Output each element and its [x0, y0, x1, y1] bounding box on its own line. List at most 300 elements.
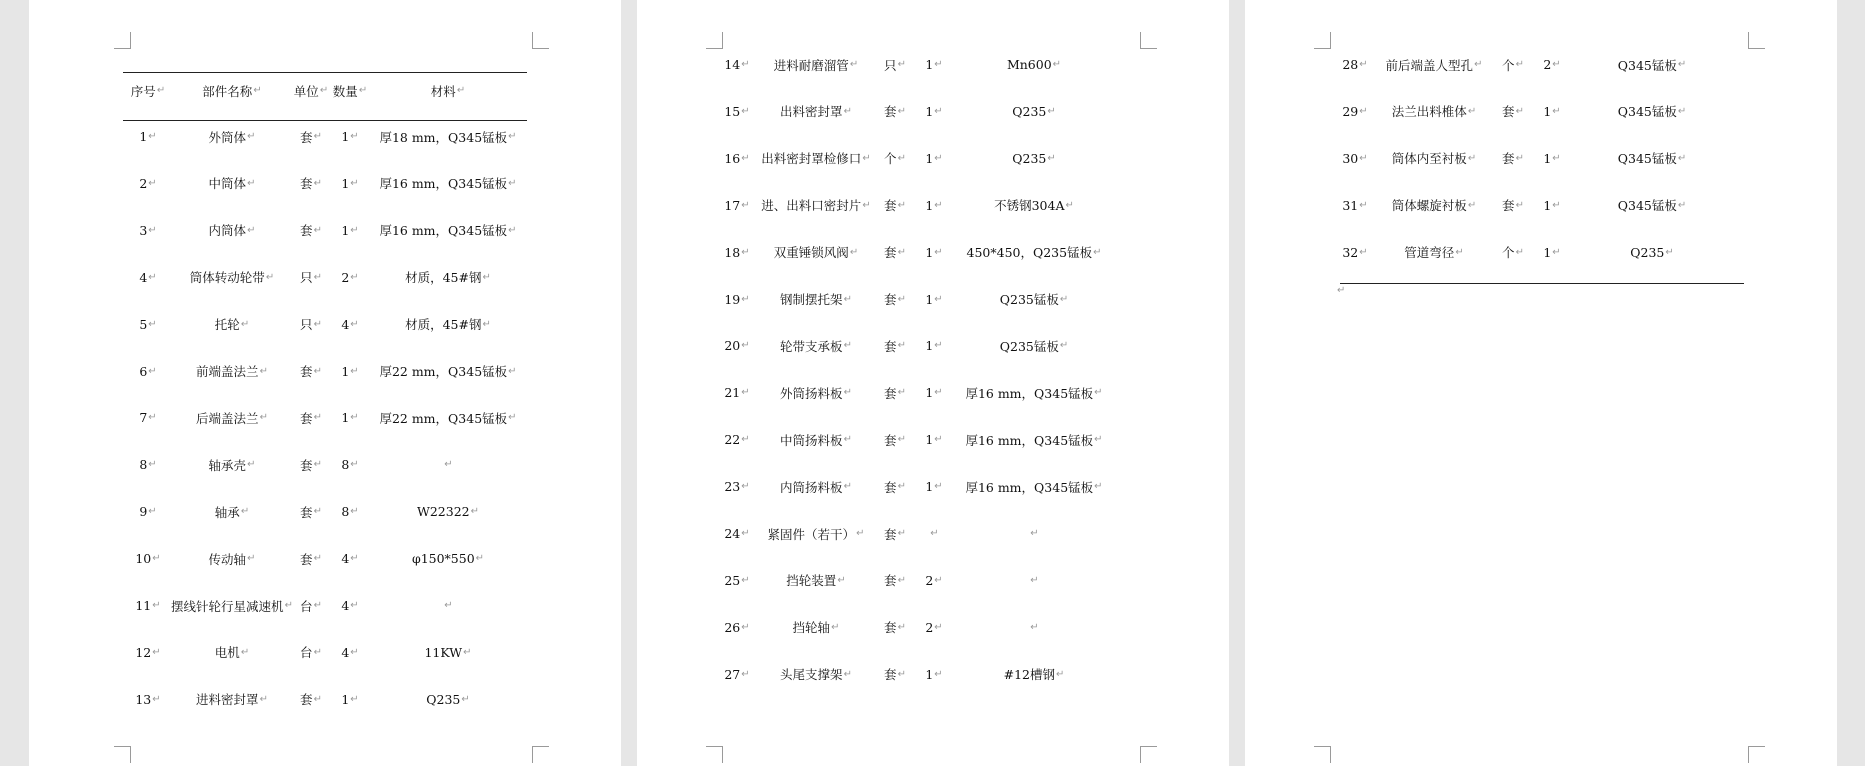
cell-end-mark: ↵ — [350, 412, 359, 424]
cell-end-mark: ↵ — [1359, 105, 1368, 117]
cell-seq — [717, 557, 757, 604]
cell-end-mark: ↵ — [148, 318, 157, 330]
cell-text: 套 — [300, 551, 313, 567]
cell-end-mark: ↵ — [508, 131, 517, 142]
cell-text: 25 — [724, 572, 741, 588]
cell-end-mark: ↵ — [934, 574, 943, 586]
cell-qty — [331, 207, 369, 254]
cell-end-mark: ↵ — [508, 177, 517, 189]
document-page-2 — [637, 0, 1229, 766]
parts-table-page-1 — [123, 0, 527, 766]
cell-qty — [915, 510, 953, 557]
cell-name — [757, 276, 875, 323]
table-row — [1335, 88, 1739, 135]
cell-unit — [875, 229, 915, 276]
cell-material — [369, 254, 527, 301]
cell-text: 1 — [341, 363, 350, 379]
cell-seq — [1335, 135, 1375, 182]
cell-end-mark: ↵ — [247, 131, 256, 142]
cell-end-mark: ↵ — [350, 131, 359, 142]
header-unit: 单位 ↵ — [293, 83, 329, 99]
cell-end-mark: ↵ — [313, 459, 322, 471]
cell-text: 1 — [341, 222, 350, 238]
cell-material — [369, 207, 527, 254]
cell-name — [757, 651, 875, 698]
cell-unit — [291, 629, 331, 676]
cell-end-mark: ↵ — [350, 177, 359, 189]
table-row — [717, 135, 1121, 182]
cell-seq — [717, 135, 757, 182]
table-row — [717, 463, 1121, 510]
cell-end-mark: ↵ — [849, 59, 859, 70]
cell-text: Q235 — [1012, 150, 1047, 166]
cell-text: 1 — [925, 103, 934, 119]
cell-text: 紧固件（若干） — [767, 526, 856, 542]
cell-end-mark: ↵ — [1467, 105, 1477, 117]
cell-material — [369, 676, 527, 723]
cell-end-mark: ↵ — [1047, 152, 1056, 164]
cell-text: 16 — [724, 150, 741, 166]
cell-text: 套 — [884, 479, 897, 495]
table-row — [123, 676, 527, 723]
cell-text: 4 — [341, 644, 350, 660]
cell-text: Q235 — [426, 691, 461, 707]
cell-qty — [915, 41, 953, 88]
cell-text: 电机 — [214, 645, 240, 661]
cell-end-mark: ↵ — [1359, 59, 1368, 70]
cell-end-mark: ↵ — [849, 246, 859, 258]
cell-text: 个 — [884, 151, 897, 167]
cell-text: 套 — [1502, 198, 1515, 214]
cell-end-mark: ↵ — [1467, 152, 1477, 164]
cell-text: 进、出料口密封片 — [761, 198, 862, 214]
cell-text: 摆线针轮行星减速机 — [171, 598, 284, 614]
cell-material — [1573, 41, 1731, 88]
cell-text: 套 — [884, 245, 897, 261]
cell-qty — [915, 651, 953, 698]
cell-qty — [331, 535, 369, 582]
cell-end-mark: ↵ — [265, 271, 275, 283]
cell-end-mark: ↵ — [1030, 574, 1039, 586]
table-row — [123, 629, 527, 676]
cell-end-mark: ↵ — [313, 646, 322, 658]
table-row — [717, 276, 1121, 323]
cell-qty — [331, 160, 369, 207]
cell-end-mark: ↵ — [1093, 246, 1102, 258]
cell-end-mark: ↵ — [259, 693, 268, 705]
cell-name — [173, 254, 291, 301]
cell-end-mark: ↵ — [934, 105, 943, 117]
cell-text: 1 — [341, 129, 350, 144]
cell-end-mark: ↵ — [897, 152, 906, 164]
cell-end-mark: ↵ — [350, 271, 359, 283]
cell-end-mark: ↵ — [934, 387, 943, 399]
cell-material — [955, 41, 1113, 88]
cell-unit — [875, 322, 915, 369]
cell-end-mark: ↵ — [313, 318, 322, 330]
cell-text: 4 — [139, 269, 148, 285]
table-row — [717, 369, 1121, 416]
cell-material — [369, 160, 527, 207]
cell-seq — [123, 394, 173, 441]
cell-text: 1 — [1543, 197, 1552, 213]
cell-seq — [123, 254, 173, 301]
cell-text: 后端盖法兰 — [196, 410, 259, 426]
cell-end-mark: ↵ — [148, 506, 157, 518]
cell-qty — [331, 629, 369, 676]
cell-end-mark: ↵ — [313, 412, 322, 424]
cell-end-mark: ↵ — [1665, 246, 1674, 258]
cell-text: 9 — [139, 504, 148, 520]
cell-seq — [123, 629, 173, 676]
cell-end-mark: ↵ — [897, 481, 906, 493]
cell-end-mark: ↵ — [862, 152, 871, 164]
cell-name — [1375, 229, 1493, 276]
cell-seq — [717, 510, 757, 557]
cell-end-mark: ↵ — [1359, 246, 1368, 258]
cell-end-mark: ↵ — [1677, 59, 1687, 70]
cell-end-mark: ↵ — [1552, 105, 1561, 117]
cell-name — [1375, 182, 1493, 229]
cell-material — [955, 322, 1113, 369]
cell-end-mark: ↵ — [444, 459, 453, 471]
cell-text: 4 — [341, 551, 350, 567]
cell-text: 1 — [341, 410, 350, 426]
cell-text: 2 — [341, 269, 350, 285]
cell-text: 1 — [341, 691, 350, 707]
cell-end-mark: ↵ — [741, 574, 750, 586]
cell-seq — [1335, 229, 1375, 276]
table-row — [123, 113, 527, 160]
cell-text: 只 — [300, 317, 313, 333]
margin-corner-bottom-right — [1748, 746, 1765, 763]
cell-seq — [123, 488, 173, 535]
cell-name — [757, 135, 875, 182]
cell-text: 8 — [341, 504, 350, 520]
cell-text: 2 — [925, 572, 934, 588]
cell-unit — [291, 676, 331, 723]
cell-unit — [875, 604, 915, 651]
cell-qty — [915, 463, 953, 510]
cell-qty — [915, 557, 953, 604]
cell-end-mark: ↵ — [1515, 105, 1524, 117]
cell-text: 1 — [1543, 150, 1552, 166]
cell-text: 4 — [341, 598, 350, 613]
cell-qty — [1533, 88, 1571, 135]
cell-text: 只 — [884, 57, 897, 73]
paragraph-mark: ↵ — [1337, 285, 1346, 296]
cell-text: 3 — [139, 222, 148, 238]
cell-name — [757, 369, 875, 416]
table-row — [123, 582, 527, 629]
table-row — [717, 510, 1121, 557]
cell-text: 1 — [925, 291, 934, 307]
cell-text: 前端盖法兰 — [196, 364, 259, 379]
cell-end-mark: ↵ — [897, 246, 906, 258]
document-page-1 — [29, 0, 621, 766]
margin-corner-top-left — [1314, 32, 1331, 49]
cell-text: 8 — [341, 457, 350, 473]
cell-text: 外筒扬料板 — [780, 385, 843, 401]
cell-text: 1 — [341, 175, 350, 191]
cell-seq — [123, 207, 173, 254]
cell-end-mark: ↵ — [1515, 152, 1524, 164]
cell-end-mark: ↵ — [837, 574, 846, 586]
cell-seq — [1335, 88, 1375, 135]
cell-name — [757, 416, 875, 463]
table-bottom-rule — [1340, 283, 1744, 284]
cell-text: 18 — [724, 244, 741, 260]
cell-text: 双重锤锁风阀 — [773, 245, 849, 261]
cell-text: 29 — [1342, 103, 1359, 119]
margin-corner-bottom-right — [1140, 746, 1157, 763]
cell-unit — [875, 88, 915, 135]
cell-end-mark: ↵ — [741, 246, 750, 258]
cell-end-mark: ↵ — [350, 553, 359, 565]
cell-end-mark: ↵ — [1065, 199, 1074, 211]
cell-end-mark: ↵ — [934, 668, 943, 680]
cell-material — [369, 488, 527, 535]
cell-material — [1573, 135, 1731, 182]
cell-end-mark: ↵ — [934, 621, 943, 633]
cell-end-mark: ↵ — [259, 365, 268, 377]
cell-unit — [875, 41, 915, 88]
cell-material — [955, 135, 1113, 182]
cell-text: 套 — [300, 223, 313, 239]
cell-seq — [123, 535, 173, 582]
cell-qty — [915, 322, 953, 369]
cell-text: 21 — [724, 385, 741, 401]
cell-end-mark: ↵ — [741, 59, 750, 70]
cell-unit — [875, 416, 915, 463]
cell-text: 法兰出料椎体 — [1391, 104, 1467, 120]
cell-unit — [875, 182, 915, 229]
cell-end-mark: ↵ — [148, 412, 157, 424]
cell-text: 13 — [135, 691, 152, 707]
cell-end-mark: ↵ — [247, 177, 256, 189]
cell-qty — [331, 301, 369, 348]
cell-end-mark: ↵ — [1359, 199, 1368, 211]
cell-end-mark: ↵ — [444, 600, 453, 611]
cell-text: Q235锰板 — [999, 338, 1059, 354]
cell-qty — [331, 348, 369, 395]
cell-text: 挡轮轴 — [792, 620, 831, 636]
header-qty: 数量 ↵ — [332, 83, 368, 99]
cell-material — [369, 535, 527, 582]
cell-end-mark: ↵ — [247, 553, 256, 565]
cell-text: Mn600 — [1006, 57, 1052, 72]
cell-end-mark: ↵ — [862, 199, 871, 211]
cell-text: 8 — [139, 457, 148, 473]
cell-text: 5 — [139, 316, 148, 332]
cell-end-mark: ↵ — [313, 506, 322, 518]
cell-end-mark: ↵ — [482, 318, 491, 330]
cell-text: 外筒体 — [208, 129, 247, 145]
cell-text: 套 — [884, 338, 897, 354]
cell-qty — [915, 229, 953, 276]
cell-end-mark: ↵ — [313, 177, 322, 189]
cell-end-mark: ↵ — [934, 340, 943, 352]
cell-seq — [1335, 41, 1375, 88]
cell-end-mark: ↵ — [1515, 199, 1524, 211]
cell-end-mark: ↵ — [934, 246, 943, 258]
cell-name — [173, 582, 291, 629]
cell-text: 进料耐磨溜管 — [773, 57, 849, 73]
cell-text: 24 — [724, 526, 741, 541]
cell-unit — [875, 651, 915, 698]
cell-seq — [717, 182, 757, 229]
cell-end-mark: ↵ — [843, 105, 852, 117]
cell-end-mark: ↵ — [148, 131, 157, 142]
cell-text: Q345锰板 — [1617, 151, 1677, 167]
cell-text: #12槽钢 — [1003, 667, 1055, 683]
cell-text: 台 — [300, 645, 313, 661]
cell-text: 出料密封罩检修口 — [761, 151, 862, 167]
cell-end-mark: ↵ — [934, 152, 943, 164]
cell-text: 22 — [724, 432, 741, 448]
cell-unit — [875, 463, 915, 510]
parts-table-page-2 — [717, 0, 1121, 766]
cell-end-mark: ↵ — [350, 318, 359, 330]
table-row — [123, 535, 527, 582]
cell-end-mark: ↵ — [1059, 293, 1069, 305]
cell-end-mark: ↵ — [1677, 105, 1687, 117]
cell-text: 挡轮装置 — [786, 573, 837, 589]
cell-text: 厚22 mm，Q345锰板 — [379, 410, 508, 426]
cell-text: 31 — [1342, 197, 1359, 213]
cell-end-mark: ↵ — [897, 574, 906, 586]
cell-end-mark: ↵ — [350, 646, 359, 658]
cell-name — [173, 348, 291, 395]
cell-unit — [291, 394, 331, 441]
cell-seq — [717, 88, 757, 135]
cell-text: Q235 — [1630, 244, 1665, 260]
cell-end-mark: ↵ — [930, 528, 939, 539]
cell-text: 管道弯径 — [1404, 245, 1455, 261]
cell-text: 套 — [300, 457, 313, 473]
cell-text: 内筒扬料板 — [780, 479, 843, 495]
cell-text: 1 — [139, 129, 148, 144]
cell-end-mark: ↵ — [1359, 152, 1368, 164]
cell-end-mark: ↵ — [508, 412, 517, 424]
cell-text: 17 — [724, 197, 741, 213]
cell-end-mark: ↵ — [741, 293, 750, 305]
cell-text: 套 — [1502, 151, 1515, 167]
cell-end-mark: ↵ — [1552, 59, 1561, 70]
cell-text: 传动轴 — [208, 551, 247, 567]
cell-end-mark: ↵ — [148, 224, 157, 236]
cell-end-mark: ↵ — [313, 224, 322, 236]
table-row — [717, 229, 1121, 276]
margin-corner-bottom-right — [532, 746, 549, 763]
cell-text: 套 — [884, 385, 897, 401]
cell-unit — [1493, 229, 1533, 276]
cell-end-mark: ↵ — [313, 693, 322, 705]
cell-name — [173, 301, 291, 348]
cell-qty — [915, 182, 953, 229]
cell-text: 20 — [724, 338, 741, 354]
cell-end-mark: ↵ — [247, 224, 256, 236]
cell-qty — [331, 488, 369, 535]
cell-text: 27 — [724, 666, 741, 682]
cell-end-mark: ↵ — [247, 459, 256, 471]
cell-seq — [123, 301, 173, 348]
cell-seq — [717, 416, 757, 463]
cell-name — [173, 207, 291, 254]
cell-text: 2 — [1543, 57, 1552, 72]
table-row — [123, 394, 527, 441]
table-row — [717, 604, 1121, 651]
cell-end-mark: ↵ — [1052, 59, 1062, 70]
cell-end-mark: ↵ — [1474, 59, 1483, 70]
cell-end-mark: ↵ — [240, 506, 250, 518]
cell-text: 11 — [135, 598, 152, 613]
table-row — [123, 348, 527, 395]
cell-name — [173, 394, 291, 441]
cell-text: 450*450，Q235锰板 — [966, 245, 1093, 261]
cell-name — [757, 88, 875, 135]
cell-name — [757, 510, 875, 557]
cell-qty — [1533, 229, 1571, 276]
cell-qty — [1533, 182, 1571, 229]
cell-unit — [1493, 41, 1533, 88]
cell-text: 1 — [1543, 103, 1552, 119]
cell-end-mark: ↵ — [1677, 199, 1687, 211]
cell-text: 只 — [300, 270, 313, 286]
cell-end-mark: ↵ — [1056, 668, 1065, 680]
cell-text: 套 — [884, 292, 897, 307]
cell-end-mark: ↵ — [897, 199, 906, 211]
cell-material — [369, 441, 527, 488]
cell-qty — [915, 416, 953, 463]
cell-unit — [291, 113, 331, 160]
cell-end-mark: ↵ — [1552, 246, 1561, 258]
cell-seq — [123, 441, 173, 488]
cell-end-mark: ↵ — [148, 365, 157, 377]
cell-end-mark: ↵ — [148, 459, 157, 471]
cell-end-mark: ↵ — [152, 693, 161, 705]
cell-end-mark: ↵ — [741, 621, 750, 633]
cell-qty — [1533, 135, 1571, 182]
cell-end-mark: ↵ — [843, 434, 852, 446]
cell-unit — [291, 535, 331, 582]
table-row — [717, 651, 1121, 698]
cell-qty — [331, 441, 369, 488]
cell-text: 材质，45#钢 — [405, 317, 482, 333]
cell-end-mark: ↵ — [831, 621, 840, 633]
cell-name — [173, 441, 291, 488]
cell-text: 托轮 — [214, 317, 240, 333]
header-material: 材料 ↵ — [430, 83, 466, 99]
cell-end-mark: ↵ — [470, 506, 479, 518]
cell-seq — [123, 160, 173, 207]
cell-unit — [291, 207, 331, 254]
cell-text: 进料密封罩 — [196, 692, 259, 708]
cell-material — [955, 276, 1113, 323]
cell-end-mark: ↵ — [934, 434, 943, 446]
cell-end-mark: ↵ — [741, 387, 750, 399]
cell-unit — [291, 160, 331, 207]
cell-text: 32 — [1342, 244, 1359, 260]
cell-text: 个 — [1502, 245, 1515, 261]
table-row — [717, 322, 1121, 369]
cell-unit — [1493, 88, 1533, 135]
cell-end-mark: ↵ — [1030, 528, 1039, 539]
table-row — [123, 160, 527, 207]
cell-text: 套 — [300, 176, 313, 192]
cell-material — [369, 113, 527, 160]
cell-name — [1375, 41, 1493, 88]
